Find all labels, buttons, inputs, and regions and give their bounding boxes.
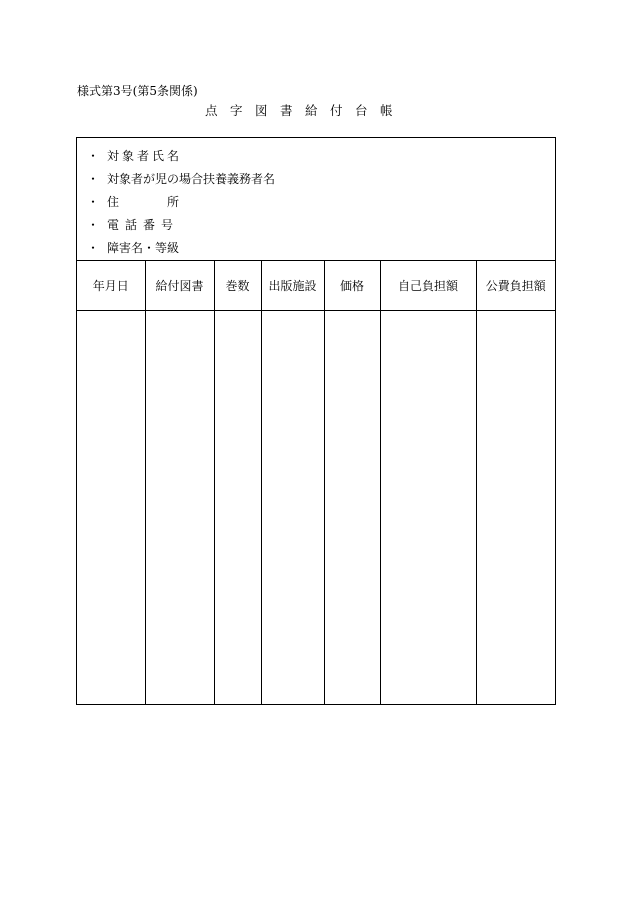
column-header-self-pay: 自己負担額 [380,261,476,311]
table-cell [145,311,214,705]
bullet-mark: ・ [87,195,100,209]
table-cell [214,311,261,705]
bullet-mark: ・ [87,218,100,232]
info-field-label: 対象者氏名 [107,149,183,163]
bullet-mark: ・ [87,149,100,163]
bullet-mark: ・ [87,241,100,255]
ledger-sheet [76,137,556,705]
table-cell [77,311,145,705]
table-row [77,311,555,705]
table-header-row [77,261,555,311]
info-field-label: 住 所 [107,195,180,209]
column-header-price: 価格 [324,261,380,311]
ledger-table [77,261,555,704]
page-title: 点字図書給付台帳 [205,103,406,118]
column-header-volumes: 巻数 [214,261,261,311]
info-field-guardian [87,171,275,187]
info-field-address [87,194,179,210]
info-field-phone [87,217,179,233]
info-field-label: 障害名・等級 [107,241,180,255]
table-cell [261,311,324,705]
form-number: 様式第3号(第5条関係) [77,84,198,98]
column-header-date: 年月日 [77,261,145,311]
table-cell [476,311,555,705]
column-header-public-pay: 公費負担額 [476,261,555,311]
column-header-publisher: 出版施設 [261,261,324,311]
bullet-mark: ・ [87,172,100,186]
info-field-name [87,148,182,164]
info-field-label: 電話番号 [107,218,180,232]
recipient-info-box [77,138,555,261]
info-field-disability [87,240,179,256]
table-cell [380,311,476,705]
column-header-book: 給付図書 [145,261,214,311]
table-cell [324,311,380,705]
info-field-label: 対象者が児の場合扶養義務者名 [107,172,276,186]
